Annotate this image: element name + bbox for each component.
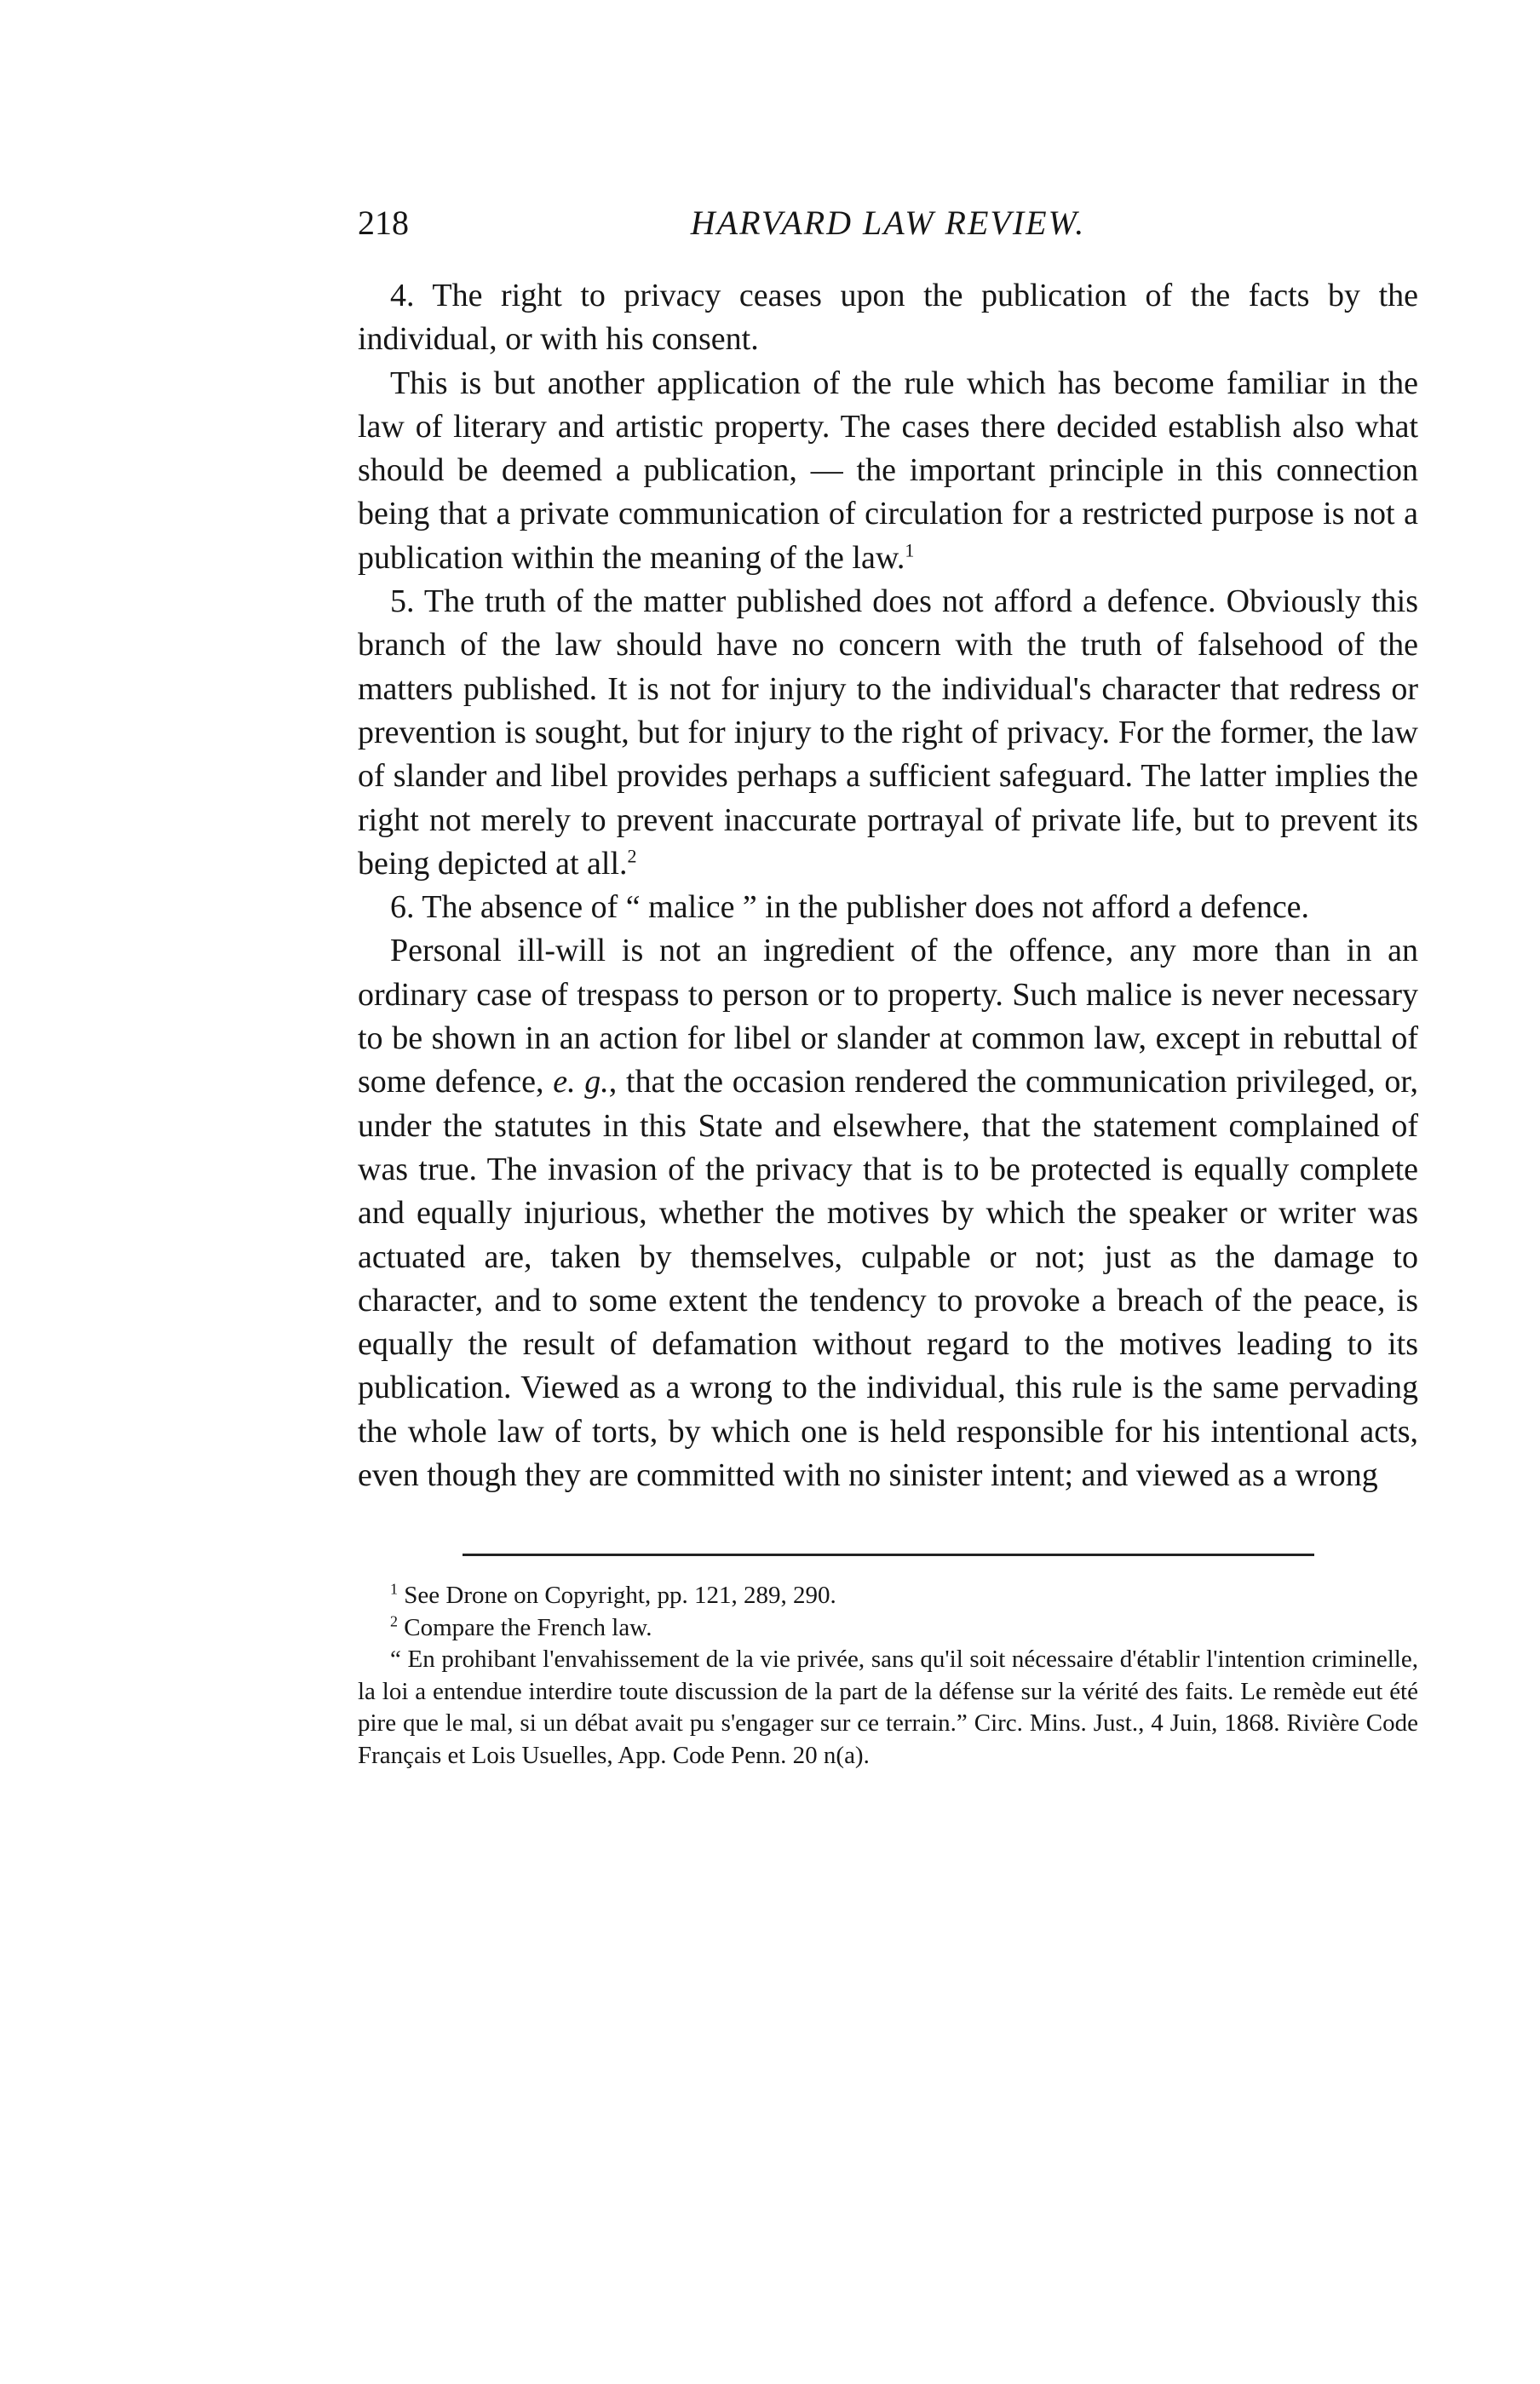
document-page — [358, 203, 1418, 1772]
paragraph-literary-property — [358, 362, 1418, 580]
body-text — [358, 274, 1418, 1497]
footnote-2-quote — [358, 1644, 1418, 1772]
paragraph-text: Personal ill-will is not an ingredient of the offence, any more than in an ordinary case of trespass to person or to property. Such malice is never necessary to be shown in an action for libel or slander at common law, except in rebuttal of some defence, — [358, 933, 1418, 1100]
footnote-ref-2: 2 — [627, 845, 637, 867]
footnote-1 — [358, 1580, 1418, 1612]
italic-eg: e. g. — [553, 1064, 609, 1100]
footnote-2 — [358, 1612, 1418, 1645]
paragraph-point-6: 6. The absence of “ malice ” in the publisher does not afford a defence. — [390, 889, 1310, 926]
page-header — [358, 203, 1418, 254]
page-number: 218 — [358, 204, 409, 242]
footnote-divider — [463, 1554, 1314, 1556]
footnote-text: See Drone on Copyright, pp. 121, 289, 290. — [404, 1582, 836, 1610]
footnote-mark: 2 — [390, 1612, 398, 1630]
paragraph-text: This is but another application of the rule which has become familiar in the law of literary and artistic property. The cases there decided establish also what should be deemed a publication, — the important principle in this connection being that a private communication of circulation for a restricted purpose is not a publication within the meaning of the law. — [358, 365, 1418, 576]
footnote-text: “ En prohibant l'envahissement de la vie privée, sans qu'il soit nécessaire d'établir l'intention criminelle, la loi a entendue interdire toute discussion de la part de la défense sur la vérité des faits. Le remède eut été pire que le mal, si un débat avait pu s'engager sur ce terrain.” Circ. Mins. Just., 4 Juin, 1868. Rivière Code Français et Lois Usuelles, App. Code Penn. 20 n(a). — [358, 1646, 1418, 1769]
footnotes — [358, 1580, 1418, 1772]
running-title: HARVARD LAW REVIEW. — [690, 204, 1086, 242]
footnote-text: Compare the French law. — [404, 1613, 652, 1641]
footnote-mark: 1 — [390, 1580, 398, 1598]
paragraph-text-continued: , that the occasion rendered the communication privileged, or, under the statutes in this State and elsewhere, that the statement complained of was true. The invasion of the privacy that is to be protected is equally complete and equally injurious, whether the motives by which the speaker or writer was actuated are, taken by themselves, culpable or not; just as the damage to character, and to some extent the tendency to provoke a breach of the peace, is equally the result of defamation without regard to the motives leading to its publication. Viewed as a wrong to the individual, this rule is the same pervading the whole law of torts, by which one is held responsible for his intentional acts, even though they are committed with no sinister intent; and viewed as a wrong — [358, 1064, 1418, 1494]
footnote-ref-1: 1 — [905, 539, 915, 561]
paragraph-malice — [358, 929, 1418, 1497]
paragraph-point-4: 4. The right to privacy ceases upon the publication of the facts by the individual, or with his consent. — [358, 278, 1418, 358]
paragraph-point-5 — [358, 580, 1418, 886]
paragraph-text: 5. The truth of the matter published does not afford a defence. Obviously this branch of the law should have no concern with the truth of falsehood of the matters published. It is not for injury to the individual's character that redress or prevention is sought, but for injury to the right of privacy. For the former, the law of slander and libel provides perhaps a sufficient safeguard. The latter implies the right not merely to prevent inaccurate portrayal of private life, but to prevent its being depicted at all. — [358, 583, 1418, 882]
